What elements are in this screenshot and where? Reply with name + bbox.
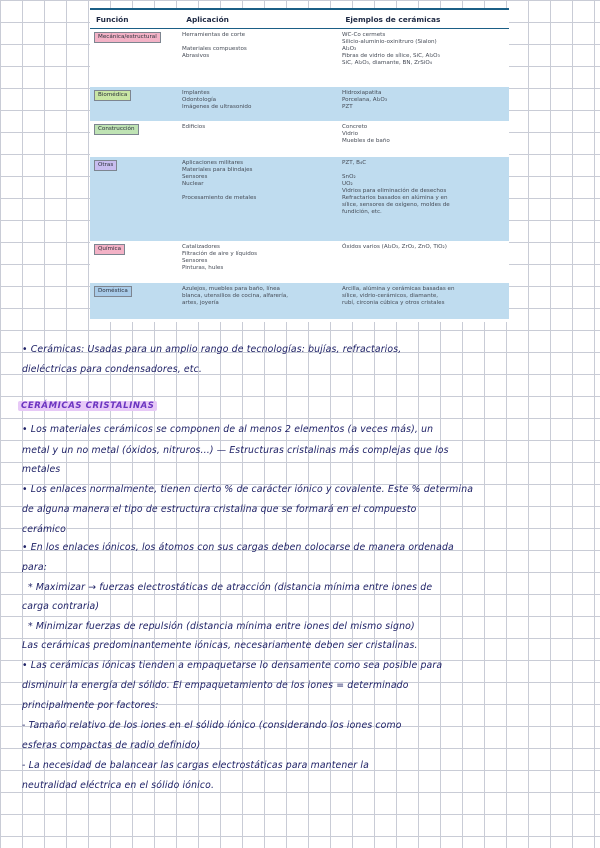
note-line: • Cerámicas: Usadas para un amplio rango de tecnologías: bujías, refractarios,	[22, 344, 402, 355]
table-row	[90, 241, 509, 283]
ejemplo-line	[342, 167, 509, 174]
function-tag: Doméstica	[94, 286, 132, 297]
cell-funcion	[90, 121, 178, 157]
cell-ejemplos	[338, 241, 509, 283]
note-line: • Los enlaces normalmente, tienen cierto % de carácter iónico y covalente. Este % determina	[22, 484, 474, 495]
aplicacion-line: Procesamiento de metales	[182, 195, 257, 201]
aplicacion-line: Abrasivos	[182, 53, 210, 59]
function-tag: Química	[94, 244, 125, 255]
aplicacion-line: Catalizadores	[182, 244, 220, 250]
table-row	[90, 87, 509, 121]
note-line: disminuir la energía del sólido. El empaquetamiento de los iones = determinado	[22, 680, 409, 691]
cell-ejemplos	[338, 29, 509, 87]
ejemplo-line: PZT	[342, 104, 353, 110]
ejemplo-line: rubí, circonia cúbica y otros cristales	[342, 300, 445, 306]
function-tag: Construcción	[94, 124, 139, 135]
note-line: - Tamaño relativo de los iones en el sólido iónico (considerando los iones como	[22, 720, 402, 731]
ejemplo-line: sílice, sensores de oxígeno, moldes de	[342, 202, 450, 208]
note-line: * Minimizar fuerzas de repulsión (distancia mínima entre iones del mismo signo)	[28, 621, 415, 632]
aplicacion-line: Imágenes de ultrasonido	[182, 104, 252, 110]
note-line: carga contraria)	[22, 601, 100, 612]
cell-funcion	[90, 283, 178, 319]
aplicacion-line: Edificios	[182, 124, 206, 130]
ejemplo-line: Hidroxiapatita	[342, 90, 382, 96]
ejemplo-line: Al₂O₃	[342, 46, 357, 52]
table-row	[90, 29, 509, 87]
ejemplo-line: sílice, vidrio-cerámicos, diamante,	[342, 293, 439, 299]
note-line: principalmente por factores:	[22, 700, 159, 711]
ejemplo-line: Vidrios para eliminación de desechos	[342, 188, 447, 194]
cell-ejemplos	[338, 87, 509, 121]
ceramics-table	[90, 8, 509, 322]
note-line: cerámico	[22, 524, 66, 535]
aplicacion-line: Aplicaciones militares	[182, 160, 243, 166]
aplicacion-line: blanca, utensilios de cocina, alfarería,	[182, 293, 289, 299]
note-line: • En los enlaces iónicos, los átomos con sus cargas deben colocarse de manera ordenada	[22, 542, 454, 553]
table-header	[90, 10, 509, 29]
ejemplo-line: PZT, B₄C	[342, 160, 367, 166]
section-heading: CERÁMICAS CRISTALINAS	[18, 401, 157, 411]
ejemplo-line: Silicio-aluminio-oxinitruro (Sialon)	[342, 39, 437, 45]
ejemplo-line: Fibras de vidrio de sílice, SiC, Al₂O₃	[342, 53, 440, 59]
aplicacion-line: Nuclear	[182, 181, 204, 187]
note-line: • Las cerámicas iónicas tienden a empaquetarse lo densamente como sea posible para	[22, 660, 443, 671]
ejemplo-line: WC-Co cermets	[342, 32, 386, 38]
aplicacion-line: Materiales para blindajes	[182, 167, 253, 173]
cell-ejemplos	[338, 283, 509, 319]
ejemplo-line: SnO₂	[342, 174, 356, 180]
note-line: para:	[22, 562, 47, 573]
ejemplo-line: Refractarios basados en alúmina y en	[342, 195, 448, 201]
aplicacion-line: artes, joyería	[182, 300, 219, 306]
note-line: esferas compactas de radio definido)	[22, 740, 201, 751]
note-line: metal y un no metal (óxidos, nitruros...) — Estructuras cristalinas más complejas que los	[22, 445, 449, 456]
header-ejemplos: Ejemplos de cerámicas	[345, 14, 441, 24]
note-line: * Maximizar → fuerzas electrostáticas de atracción (distancia mínima entre iones de	[28, 582, 433, 593]
aplicacion-line	[182, 39, 338, 46]
cell-aplicacion	[178, 241, 338, 283]
aplicacion-line: Filtración de aire y líquidos	[182, 251, 258, 257]
cell-funcion	[90, 241, 178, 283]
function-tag: Otras	[94, 160, 117, 171]
cell-funcion	[90, 29, 178, 87]
ejemplo-line: Porcelana, Al₂O₃	[342, 97, 388, 103]
note-line: Las cerámicas predominantemente iónicas, necesariamente deben ser cristalinas.	[22, 640, 418, 651]
ejemplo-line: Concreto	[342, 124, 368, 130]
cell-funcion	[90, 157, 178, 241]
header-aplicacion: Aplicación	[186, 14, 229, 24]
aplicacion-line: Materiales compuestos	[182, 46, 247, 52]
cell-funcion	[90, 87, 178, 121]
aplicacion-line: Pinturas, hules	[182, 265, 224, 271]
aplicacion-line: Sensores	[182, 258, 208, 264]
aplicacion-line	[182, 188, 338, 195]
note-line: metales	[22, 464, 61, 475]
table-row	[90, 121, 509, 157]
ejemplo-line: Muebles de baño	[342, 138, 390, 144]
table-body	[90, 29, 509, 319]
cell-aplicacion	[178, 157, 338, 241]
function-tag: Biomédica	[94, 90, 131, 101]
function-tag: Mecánica/estructural	[94, 32, 161, 43]
handwritten-notes	[0, 336, 600, 836]
cell-aplicacion	[178, 283, 338, 319]
note-line: - La necesidad de balancear las cargas electrostáticas para mantener la	[22, 760, 369, 771]
ejemplo-line: Vidrio	[342, 131, 359, 137]
note-line: de alguna manera el tipo de estructura cristalina que se formará en el compuesto	[22, 504, 417, 515]
ejemplo-line: SiC, Al₂O₃, diamante, BN, ZrSiO₄	[342, 60, 432, 66]
header-funcion: Función	[96, 14, 129, 24]
aplicacion-line: Azulejos, muebles para baño, línea	[182, 286, 280, 292]
ejemplo-line: Óxidos varios (Al₂O₃, ZrO₂, ZnO, TiO₂)	[342, 244, 447, 250]
table-row	[90, 157, 509, 241]
cell-aplicacion	[178, 87, 338, 121]
cell-ejemplos	[338, 121, 509, 157]
aplicacion-line: Herramientas de corte	[182, 32, 246, 38]
note-line: neutralidad eléctrica en el sólido iónico.	[22, 780, 215, 791]
cell-aplicacion	[178, 29, 338, 87]
aplicacion-line: Implantes	[182, 90, 210, 96]
ejemplo-line: UO₂	[342, 181, 353, 187]
cell-aplicacion	[178, 121, 338, 157]
table-row	[90, 283, 509, 319]
aplicacion-line: Odontología	[182, 97, 217, 103]
cell-ejemplos	[338, 157, 509, 241]
ejemplo-line: fundición, etc.	[342, 209, 382, 215]
aplicacion-line: Sensores	[182, 174, 208, 180]
note-line: • Los materiales cerámicos se componen de al menos 2 elementos (a veces más), un	[22, 424, 434, 435]
ejemplo-line: Arcilla, alúmina y cerámicas basadas en	[342, 286, 455, 292]
note-line: dieléctricas para condensadores, etc.	[22, 364, 202, 375]
